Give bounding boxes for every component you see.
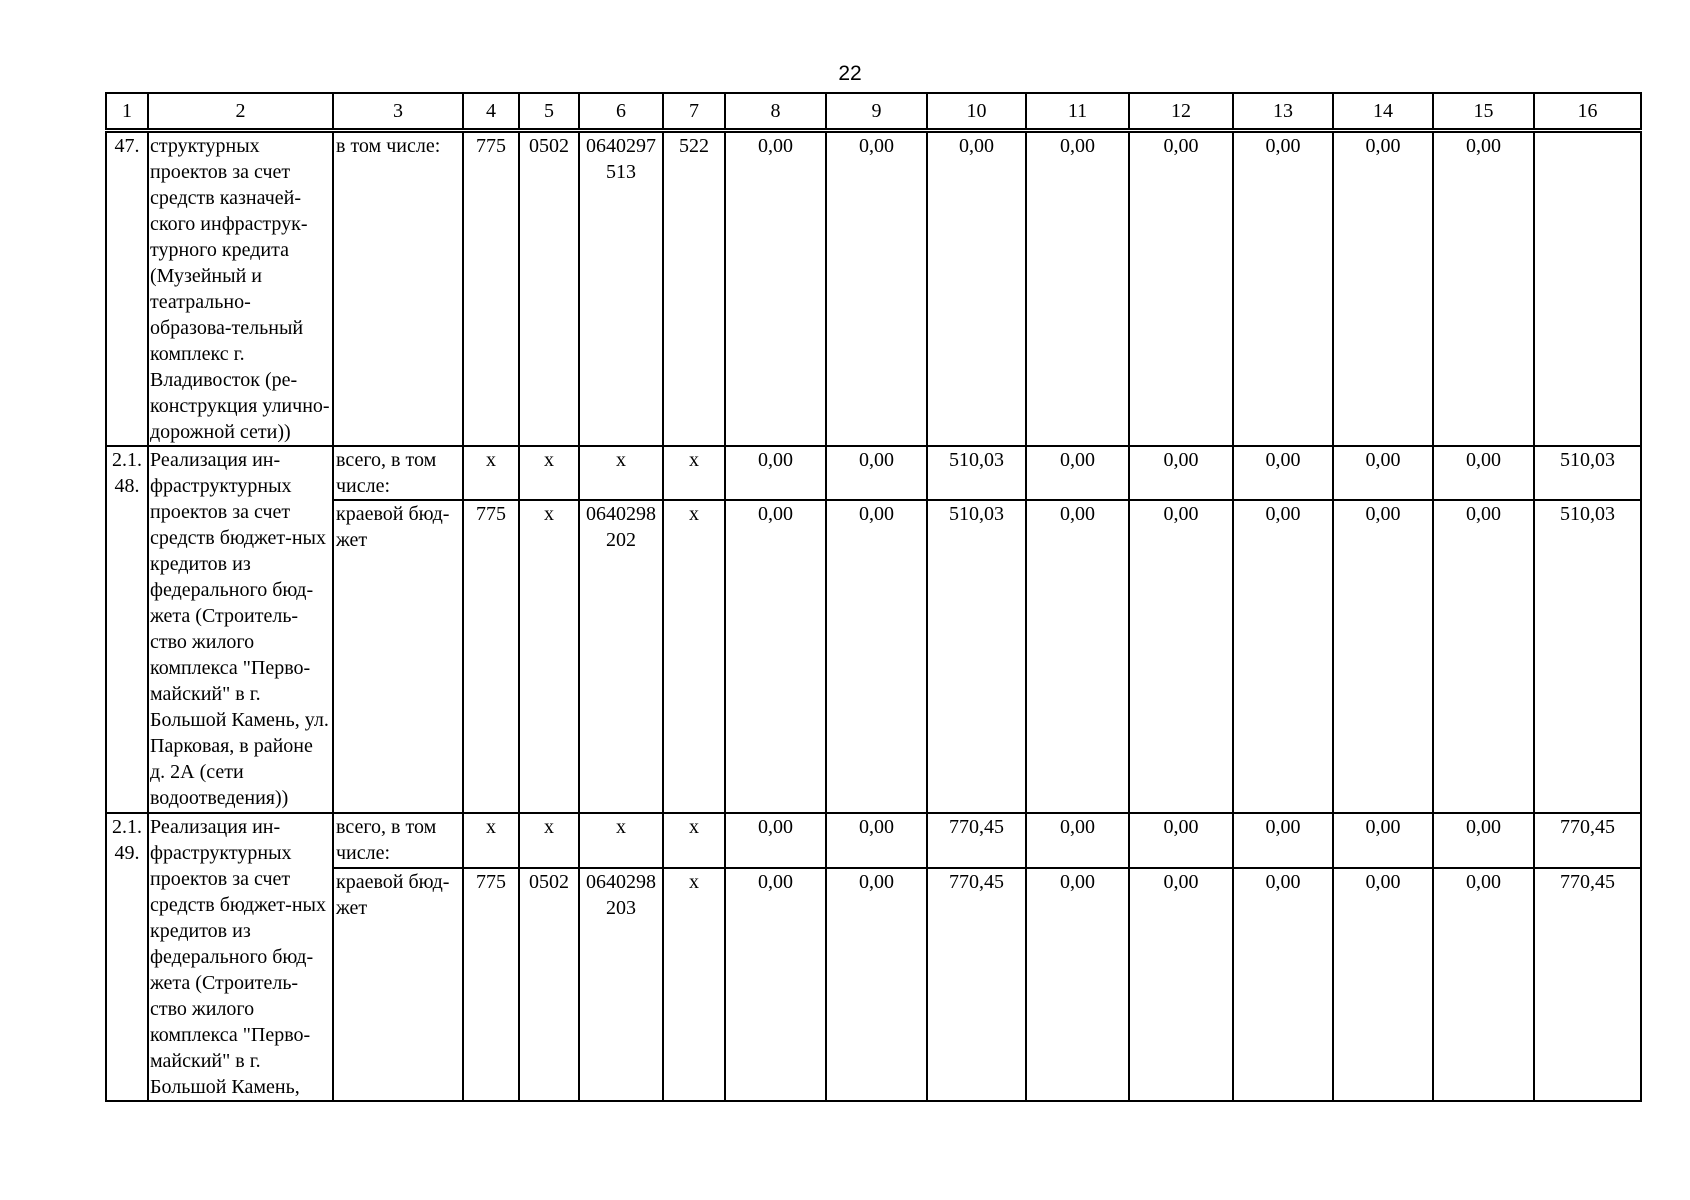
cell-col6: x (579, 446, 663, 500)
funding-source: всего, в том числе: (333, 446, 463, 500)
cell-value: 0,00 (725, 868, 826, 1101)
row-name: Реализация ин-фраструктурных проектов за счет средств бюджет-ных кредитов из федерального бюд-жета (Строитель-ство жилого комплекса "Перво-майский" в г. Большой Камень, ул. Парковая, в районе д. 2А (сети водоотведения)) (148, 446, 333, 813)
cell-value: 510,03 (927, 446, 1026, 500)
cell-value: 0,00 (1333, 813, 1433, 868)
cell-value: 0,00 (725, 446, 826, 500)
cell-value: 0,00 (1129, 813, 1233, 868)
cell-value: 0,00 (1333, 446, 1433, 500)
column-header: 4 (463, 93, 519, 131)
cell-value: 0,00 (1026, 446, 1129, 500)
cell-col7: x (663, 446, 725, 500)
budget-table (105, 92, 1642, 1102)
cell-value: 0,00 (1233, 500, 1333, 813)
row-number: 2.1. 49. (106, 813, 148, 1101)
cell-value: 0,00 (826, 446, 927, 500)
cell-value: 0,00 (826, 813, 927, 868)
cell-col7: x (663, 500, 725, 813)
cell-value: 0,00 (1333, 131, 1433, 447)
row-name: Реализация ин-фраструктурных проектов за счет средств бюджет-ных кредитов из федерального бюд-жета (Строитель-ство жилого комплекса "Перво-майский" в г. Большой Камень, (148, 813, 333, 1101)
cell-value: 0,00 (725, 500, 826, 813)
column-header: 14 (1333, 93, 1433, 131)
cell-value: 0,00 (1026, 868, 1129, 1101)
cell-value: 510,03 (1534, 446, 1641, 500)
column-header: 12 (1129, 93, 1233, 131)
cell-col4: 775 (463, 868, 519, 1101)
cell-value: 0,00 (1433, 131, 1534, 447)
cell-value: 0,00 (725, 813, 826, 868)
cell-value: 0,00 (1129, 131, 1233, 447)
cell-value: 0,00 (1433, 446, 1534, 500)
cell-value: 0,00 (1233, 868, 1333, 1101)
funding-source: всего, в том числе: (333, 813, 463, 868)
header-row (106, 93, 1641, 131)
cell-col6: x (579, 813, 663, 868)
column-header: 15 (1433, 93, 1534, 131)
cell-col6: 0640297 513 (579, 131, 663, 447)
column-header: 13 (1233, 93, 1333, 131)
cell-col5: 0502 (519, 868, 579, 1101)
table-row (106, 813, 1641, 868)
cell-value: 770,45 (1534, 813, 1641, 868)
table-row (106, 868, 1641, 1101)
cell-value: 0,00 (1433, 500, 1534, 813)
cell-col4: x (463, 446, 519, 500)
cell-value (1534, 131, 1641, 447)
cell-value: 0,00 (1026, 500, 1129, 813)
row-number: 2.1. 48. (106, 446, 148, 813)
funding-source: в том числе: (333, 131, 463, 447)
funding-source: краевой бюд-жет (333, 868, 463, 1101)
cell-col6: 0640298 203 (579, 868, 663, 1101)
cell-value: 510,03 (1534, 500, 1641, 813)
cell-value: 0,00 (1333, 500, 1433, 813)
column-header: 5 (519, 93, 579, 131)
row-name: структурных проектов за счет средств казначей-ского инфраструк-турного кредита (Музейный и театрально-образова-тельный комплекс г. Владивосток (ре-конструкция улично-дорожной сети)) (148, 131, 333, 447)
page-number: 22 (838, 62, 862, 85)
column-header: 6 (579, 93, 663, 131)
cell-col5: x (519, 446, 579, 500)
column-header: 1 (106, 93, 148, 131)
column-header: 2 (148, 93, 333, 131)
cell-value: 0,00 (1026, 131, 1129, 447)
column-header: 11 (1026, 93, 1129, 131)
cell-value: 770,45 (927, 868, 1026, 1101)
cell-col5: 0502 (519, 131, 579, 447)
cell-col4: 775 (463, 500, 519, 813)
cell-value: 0,00 (927, 131, 1026, 447)
cell-col7: x (663, 868, 725, 1101)
cell-value: 0,00 (826, 500, 927, 813)
cell-value: 0,00 (1129, 868, 1233, 1101)
cell-value: 0,00 (826, 131, 927, 447)
cell-value: 770,45 (1534, 868, 1641, 1101)
row-number: 47. (106, 131, 148, 447)
funding-source: краевой бюд-жет (333, 500, 463, 813)
cell-col5: x (519, 813, 579, 868)
cell-value: 510,03 (927, 500, 1026, 813)
column-header: 16 (1534, 93, 1641, 131)
cell-col4: 775 (463, 131, 519, 447)
cell-value: 0,00 (1233, 131, 1333, 447)
cell-value: 0,00 (1433, 813, 1534, 868)
column-header: 3 (333, 93, 463, 131)
cell-col7: x (663, 813, 725, 868)
cell-col7: 522 (663, 131, 725, 447)
cell-col4: x (463, 813, 519, 868)
cell-value: 0,00 (1233, 446, 1333, 500)
cell-col6: 0640298 202 (579, 500, 663, 813)
column-header: 8 (725, 93, 826, 131)
cell-value: 770,45 (927, 813, 1026, 868)
cell-value: 0,00 (1129, 446, 1233, 500)
cell-value: 0,00 (1026, 813, 1129, 868)
cell-value: 0,00 (725, 131, 826, 447)
column-header: 10 (927, 93, 1026, 131)
column-header: 7 (663, 93, 725, 131)
cell-value: 0,00 (1129, 500, 1233, 813)
cell-col5: x (519, 500, 579, 813)
table-row (106, 446, 1641, 500)
cell-value: 0,00 (826, 868, 927, 1101)
column-header: 9 (826, 93, 927, 131)
cell-value: 0,00 (1333, 868, 1433, 1101)
table-row (106, 131, 1641, 447)
cell-value: 0,00 (1233, 813, 1333, 868)
cell-value: 0,00 (1433, 868, 1534, 1101)
table-row (106, 500, 1641, 813)
